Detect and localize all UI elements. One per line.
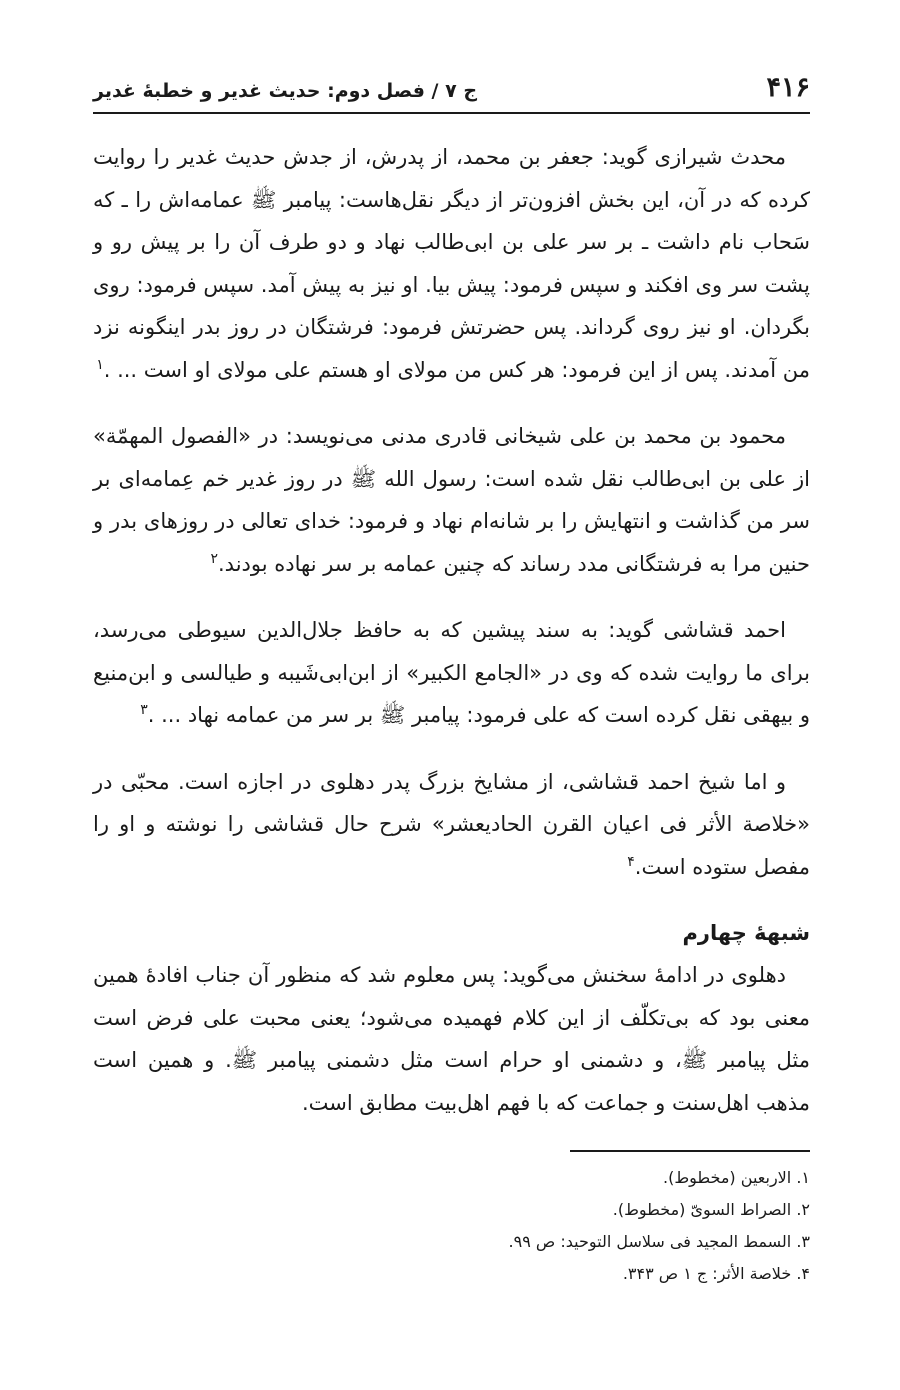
paragraph-text: احمد قشاشی گوید: به سند پیشین که به حافظ جلال‌الدین سیوطی می‌رسد، برای ما روایت شده که وی در «الجامع الکبیر» از ابن‌ابی‌شَیبه و طیالسی و ابن‌منیع و بیهقی نقل کرده است که علی فرمود: پیامبر ﷺ بر سر من عمامه نهاد ... . — [93, 618, 810, 727]
paragraph-text: و اما شیخ احمد قشاشی، از مشایخ بزرگ پدر دهلوی در اجازه است. محبّی در «خلاصة الأثر فی اعیان القرن الحادیعشر» شرح حال قشاشی را نوشته و او را مفصل ستوده است. — [93, 769, 810, 879]
running-head: ج ۷ / فصل دوم: حدیث غدیر و خطبهٔ غدیر — [93, 80, 478, 102]
paragraph — [93, 415, 810, 585]
footnote-item: ۲. الصراط السویّ (مخطوط). — [612, 1200, 810, 1219]
footnote-ref: ۳ — [140, 702, 148, 718]
paragraph — [93, 761, 810, 889]
paragraph — [93, 609, 810, 737]
footnotes — [93, 1162, 810, 1290]
footnote-ref: ۴ — [627, 853, 635, 870]
paragraph — [93, 136, 810, 391]
paragraph-text: دهلوی در ادامهٔ سخنش می‌گوید: پس معلوم شد که منظور آن جناب افادهٔ همین معنی بود که بی‌تکلّف از این کلام فهمیده می‌شود؛ یعنی محبت علی فرض است مثل پیامبر ﷺ، و دشمنی او حرام است مثل دشمنی پیامبر ﷺ. و همین است مذهب اهل‌سنت و جماعت که با فهم اهل‌بیت مطابق است. — [93, 963, 810, 1115]
footnote-item: ۴. خلاصة الأثر: ج ۱ ص ۳۴۳. — [622, 1264, 810, 1283]
page-header — [93, 66, 810, 114]
footnote-ref: ۲ — [210, 550, 218, 567]
main-text — [93, 136, 810, 1124]
section-heading: شبههٔ چهارم — [682, 921, 810, 945]
paragraph-text: محدث شیرازی گوید: جعفر بن محمد، از پدرش، از جدش حدیث غدیر را روایت کرده که در آن، این بخش افزون‌تر از دیگر نقل‌هاست: پیامبر ﷺ عمامه‌اش را ـ که سَحاب نام داشت ـ بر سر علی بن ابی‌طالب نهاد و دو طرف آن را بر پیش رو و پشت سر وی افکند و سپس فرمود: پیش بیا. او نیز به پیش آمد. سپس فرمود: روی بگردان. او نیز روی گرداند. پس حضرتش فرمود: فرشتگان در روز بدر اینگونه نزد من آمدند. پس از این فرمود: هر کس من مولای او هستم علی مولای او است ... . — [93, 145, 810, 382]
footnote-divider — [570, 1150, 810, 1152]
footnote-item: ۳. السمط المجید فی سلاسل التوحید: ص ۹۹. — [508, 1232, 810, 1251]
book-page — [93, 0, 810, 1390]
footnote-ref: ۱ — [96, 356, 104, 373]
footnote-item: ۱. الاربعین (مخطوط). — [663, 1168, 810, 1187]
paragraph-text: محمود بن محمد بن علی شیخانی قادری مدنی می‌نویسد: در «الفصول المهمّة» از علی بن ابی‌طالب نقل شده است: رسول الله ﷺ در روز غدیر خم عِمامه‌ای بر سر من گذاشت و انتهایش را بر شانه‌ام نهاد و فرمود: خدای تعالی در روزهای بدر و حنین مرا به فرشتگانی مدد رساند که چنین عمامه بر سر نهاده بودند. — [93, 424, 810, 576]
paragraph — [93, 954, 810, 1124]
page-number: ۴۱۶ — [766, 72, 810, 103]
